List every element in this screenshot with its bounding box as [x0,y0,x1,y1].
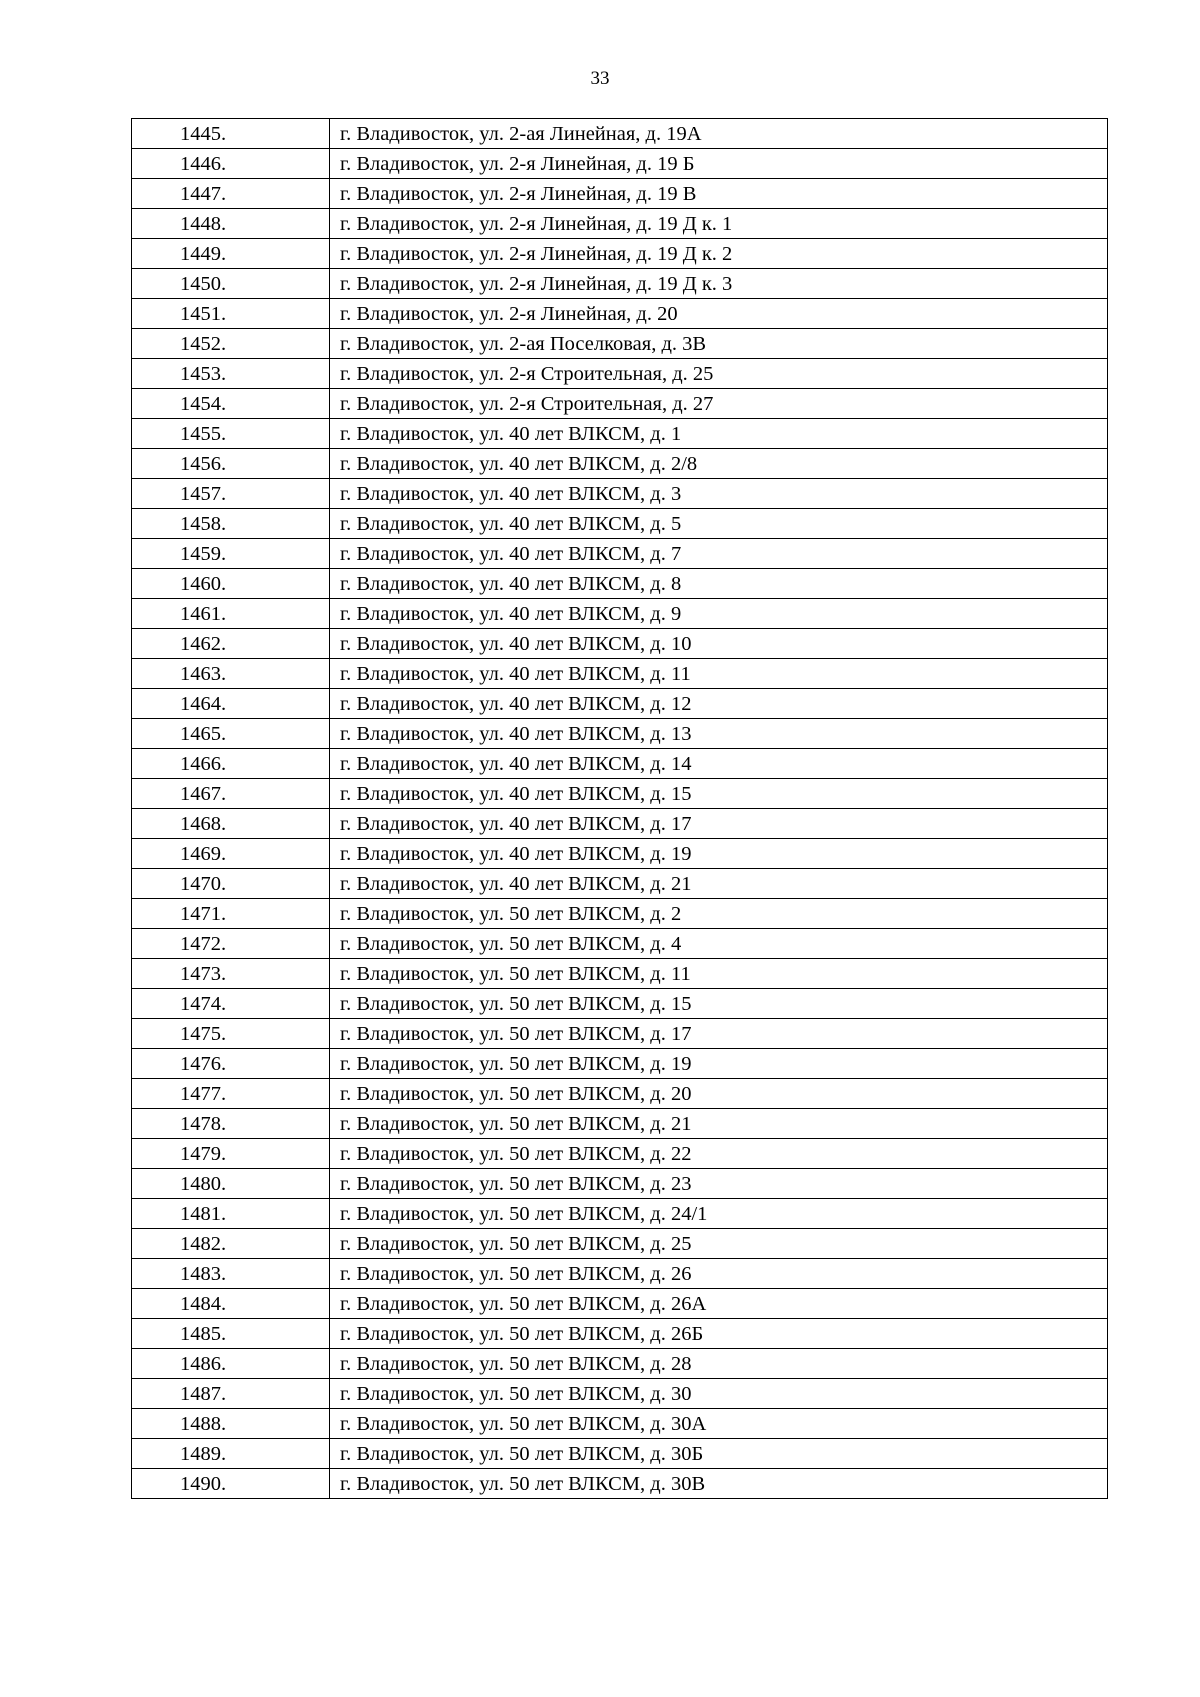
address-cell: г. Владивосток, ул. 50 лет ВЛКСМ, д. 24/1 [330,1199,1108,1229]
address-cell: г. Владивосток, ул. 50 лет ВЛКСМ, д. 15 [330,989,1108,1019]
row-number-cell: 1489. [132,1439,330,1469]
address-cell: г. Владивосток, ул. 50 лет ВЛКСМ, д. 28 [330,1349,1108,1379]
address-cell: г. Владивосток, ул. 2-я Линейная, д. 19 Д к. 3 [330,269,1108,299]
row-number-cell: 1452. [132,329,330,359]
row-number-cell: 1451. [132,299,330,329]
address-cell: г. Владивосток, ул. 50 лет ВЛКСМ, д. 25 [330,1229,1108,1259]
table-row [132,599,1108,629]
row-number-cell: 1466. [132,749,330,779]
table-row [132,1349,1108,1379]
address-cell: г. Владивосток, ул. 40 лет ВЛКСМ, д. 14 [330,749,1108,779]
row-number-cell: 1487. [132,1379,330,1409]
address-cell: г. Владивосток, ул. 50 лет ВЛКСМ, д. 26А [330,1289,1108,1319]
row-number-cell: 1453. [132,359,330,389]
table-row [132,629,1108,659]
table-row [132,1199,1108,1229]
table-row [132,179,1108,209]
table-row [132,329,1108,359]
row-number-cell: 1463. [132,659,330,689]
row-number-cell: 1470. [132,869,330,899]
table-row [132,1019,1108,1049]
address-cell: г. Владивосток, ул. 2-я Строительная, д. 25 [330,359,1108,389]
address-cell: г. Владивосток, ул. 40 лет ВЛКСМ, д. 11 [330,659,1108,689]
address-cell: г. Владивосток, ул. 50 лет ВЛКСМ, д. 30Б [330,1439,1108,1469]
table-body [132,119,1108,1499]
table-row [132,1259,1108,1289]
address-cell: г. Владивосток, ул. 40 лет ВЛКСМ, д. 3 [330,479,1108,509]
address-cell: г. Владивосток, ул. 40 лет ВЛКСМ, д. 5 [330,509,1108,539]
address-table [131,118,1108,1499]
table-row [132,659,1108,689]
row-number-cell: 1464. [132,689,330,719]
row-number-cell: 1461. [132,599,330,629]
address-cell: г. Владивосток, ул. 50 лет ВЛКСМ, д. 4 [330,929,1108,959]
row-number-cell: 1479. [132,1139,330,1169]
address-cell: г. Владивосток, ул. 50 лет ВЛКСМ, д. 20 [330,1079,1108,1109]
table-row [132,749,1108,779]
row-number-cell: 1472. [132,929,330,959]
table-row [132,689,1108,719]
address-cell: г. Владивосток, ул. 2-я Линейная, д. 19 Д к. 2 [330,239,1108,269]
table-row [132,1409,1108,1439]
address-cell: г. Владивосток, ул. 40 лет ВЛКСМ, д. 12 [330,689,1108,719]
address-cell: г. Владивосток, ул. 40 лет ВЛКСМ, д. 10 [330,629,1108,659]
address-cell: г. Владивосток, ул. 2-ая Линейная, д. 19А [330,119,1108,149]
table-row [132,719,1108,749]
row-number-cell: 1455. [132,419,330,449]
address-cell: г. Владивосток, ул. 40 лет ВЛКСМ, д. 2/8 [330,449,1108,479]
row-number-cell: 1467. [132,779,330,809]
address-cell: г. Владивосток, ул. 2-я Линейная, д. 19 Д к. 1 [330,209,1108,239]
table-row [132,419,1108,449]
row-number-cell: 1486. [132,1349,330,1379]
table-row [132,1049,1108,1079]
row-number-cell: 1445. [132,119,330,149]
address-cell: г. Владивосток, ул. 40 лет ВЛКСМ, д. 9 [330,599,1108,629]
address-cell: г. Владивосток, ул. 50 лет ВЛКСМ, д. 22 [330,1139,1108,1169]
address-cell: г. Владивосток, ул. 50 лет ВЛКСМ, д. 19 [330,1049,1108,1079]
table-row [132,929,1108,959]
table-row [132,119,1108,149]
address-cell: г. Владивосток, ул. 50 лет ВЛКСМ, д. 2 [330,899,1108,929]
table-row [132,1109,1108,1139]
page-number: 33 [590,68,610,89]
row-number-cell: 1474. [132,989,330,1019]
table-row [132,239,1108,269]
row-number-cell: 1448. [132,209,330,239]
address-cell: г. Владивосток, ул. 40 лет ВЛКСМ, д. 15 [330,779,1108,809]
address-cell: г. Владивосток, ул. 2-я Линейная, д. 19 В [330,179,1108,209]
row-number-cell: 1460. [132,569,330,599]
row-number-cell: 1473. [132,959,330,989]
row-number-cell: 1483. [132,1259,330,1289]
table-row [132,479,1108,509]
address-cell: г. Владивосток, ул. 50 лет ВЛКСМ, д. 26 [330,1259,1108,1289]
row-number-cell: 1490. [132,1469,330,1499]
row-number-cell: 1450. [132,269,330,299]
row-number-cell: 1471. [132,899,330,929]
table-row [132,869,1108,899]
table-row [132,779,1108,809]
address-cell: г. Владивосток, ул. 40 лет ВЛКСМ, д. 17 [330,809,1108,839]
table-row [132,209,1108,239]
table-row [132,1139,1108,1169]
address-cell: г. Владивосток, ул. 2-я Линейная, д. 20 [330,299,1108,329]
row-number-cell: 1475. [132,1019,330,1049]
address-cell: г. Владивосток, ул. 40 лет ВЛКСМ, д. 1 [330,419,1108,449]
table-row [132,959,1108,989]
row-number-cell: 1459. [132,539,330,569]
address-cell: г. Владивосток, ул. 40 лет ВЛКСМ, д. 19 [330,839,1108,869]
address-cell: г. Владивосток, ул. 2-я Линейная, д. 19 Б [330,149,1108,179]
row-number-cell: 1456. [132,449,330,479]
address-cell: г. Владивосток, ул. 40 лет ВЛКСМ, д. 8 [330,569,1108,599]
table-row [132,1079,1108,1109]
row-number-cell: 1488. [132,1409,330,1439]
table-row [132,1169,1108,1199]
table-row [132,1289,1108,1319]
row-number-cell: 1446. [132,149,330,179]
table-row [132,1439,1108,1469]
address-cell: г. Владивосток, ул. 50 лет ВЛКСМ, д. 11 [330,959,1108,989]
table-row [132,1229,1108,1259]
table-row [132,359,1108,389]
address-cell: г. Владивосток, ул. 50 лет ВЛКСМ, д. 30В [330,1469,1108,1499]
table-row [132,509,1108,539]
table-row [132,1319,1108,1349]
row-number-cell: 1481. [132,1199,330,1229]
address-cell: г. Владивосток, ул. 50 лет ВЛКСМ, д. 26Б [330,1319,1108,1349]
address-cell: г. Владивосток, ул. 50 лет ВЛКСМ, д. 17 [330,1019,1108,1049]
row-number-cell: 1484. [132,1289,330,1319]
row-number-cell: 1465. [132,719,330,749]
address-cell: г. Владивосток, ул. 50 лет ВЛКСМ, д. 30А [330,1409,1108,1439]
table-row [132,809,1108,839]
table-row [132,449,1108,479]
address-cell: г. Владивосток, ул. 40 лет ВЛКСМ, д. 21 [330,869,1108,899]
row-number-cell: 1480. [132,1169,330,1199]
table-row [132,539,1108,569]
table-row [132,989,1108,1019]
address-cell: г. Владивосток, ул. 40 лет ВЛКСМ, д. 7 [330,539,1108,569]
table-row [132,1379,1108,1409]
table-row [132,899,1108,929]
row-number-cell: 1457. [132,479,330,509]
address-cell: г. Владивосток, ул. 50 лет ВЛКСМ, д. 30 [330,1379,1108,1409]
table-row [132,569,1108,599]
row-number-cell: 1462. [132,629,330,659]
address-cell: г. Владивосток, ул. 50 лет ВЛКСМ, д. 23 [330,1169,1108,1199]
row-number-cell: 1449. [132,239,330,269]
address-cell: г. Владивосток, ул. 2-ая Поселковая, д. 3В [330,329,1108,359]
row-number-cell: 1469. [132,839,330,869]
row-number-cell: 1447. [132,179,330,209]
table-row [132,1469,1108,1499]
table-row [132,299,1108,329]
row-number-cell: 1476. [132,1049,330,1079]
row-number-cell: 1477. [132,1079,330,1109]
table-row [132,389,1108,419]
row-number-cell: 1485. [132,1319,330,1349]
address-cell: г. Владивосток, ул. 50 лет ВЛКСМ, д. 21 [330,1109,1108,1139]
row-number-cell: 1482. [132,1229,330,1259]
table-row [132,149,1108,179]
row-number-cell: 1458. [132,509,330,539]
table-row [132,839,1108,869]
row-number-cell: 1478. [132,1109,330,1139]
address-cell: г. Владивосток, ул. 2-я Строительная, д. 27 [330,389,1108,419]
row-number-cell: 1454. [132,389,330,419]
table-row [132,269,1108,299]
row-number-cell: 1468. [132,809,330,839]
address-cell: г. Владивосток, ул. 40 лет ВЛКСМ, д. 13 [330,719,1108,749]
